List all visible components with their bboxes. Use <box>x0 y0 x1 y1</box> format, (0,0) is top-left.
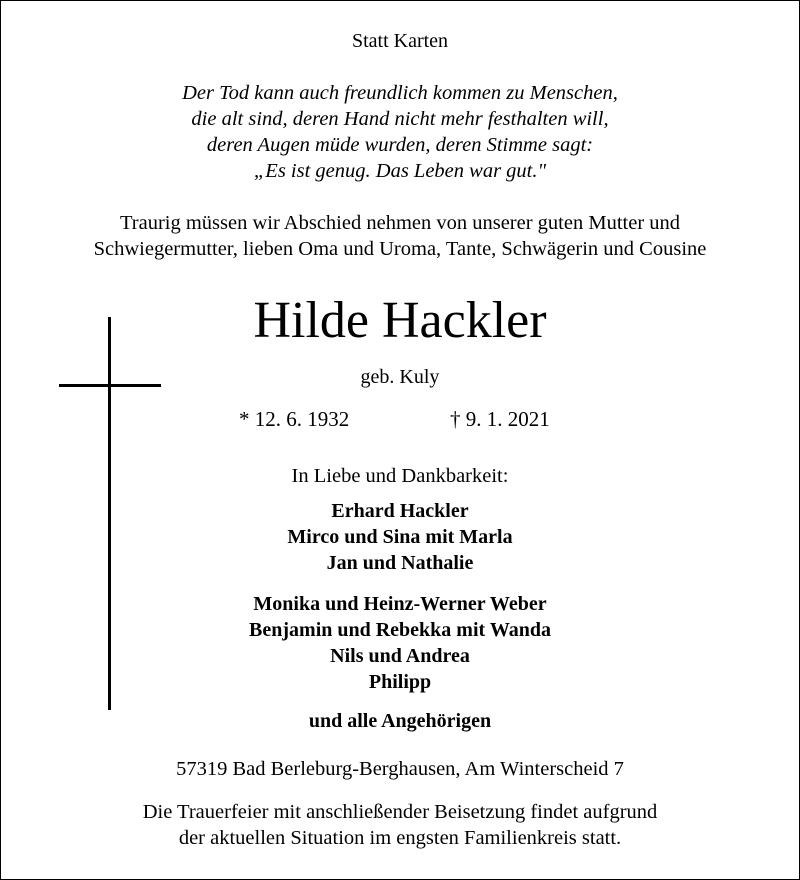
birth-name: geb. Kuly <box>360 366 440 388</box>
notice-line: der aktuellen Situation im engsten Familienkreis statt. <box>178 827 622 849</box>
dedication-line: In Liebe und Dankbarkeit: <box>291 465 509 487</box>
mourner-name: Philipp <box>368 671 432 693</box>
mourner-name: Mirco und Sina mit Marla <box>287 526 513 548</box>
intro-line: Traurig müssen wir Abschied nehmen von unserer guten Mutter und <box>119 212 681 234</box>
birth-date: * 12. 6. 1932 <box>239 407 350 431</box>
poem-line: die alt sind, deren Hand nicht mehr festhalten will, <box>191 108 609 130</box>
mourner-name: Nils und Andrea <box>330 645 470 667</box>
intro-line: Schwiegermutter, lieben Oma und Uroma, Tante, Schwägerin und Cousine <box>93 238 707 260</box>
mourner-name: Monika und Heinz-Werner Weber <box>253 593 547 615</box>
poem-line: Der Tod kann auch freundlich kommen zu Menschen, <box>182 82 618 104</box>
address-line: 57319 Bad Berleburg-Berghausen, Am Winterscheid 7 <box>176 758 624 780</box>
poem-line: deren Augen müde wurden, deren Stimme sagt: <box>206 134 594 156</box>
mourner-name: Benjamin und Rebekka mit Wanda <box>249 619 551 641</box>
header-text: Statt Karten <box>351 30 449 52</box>
deceased-name: Hilde Hackler <box>253 292 547 349</box>
relatives-line: und alle Angehörigen <box>308 710 492 732</box>
poem-line: „Es ist genug. Das Leben war gut." <box>253 160 547 182</box>
mourner-name: Jan und Nathalie <box>326 552 474 574</box>
death-date: † 9. 1. 2021 <box>450 407 550 431</box>
notice-line: Die Trauerfeier mit anschließender Beisetzung findet aufgrund <box>142 801 658 823</box>
mourner-name: Erhard Hackler <box>331 500 469 522</box>
